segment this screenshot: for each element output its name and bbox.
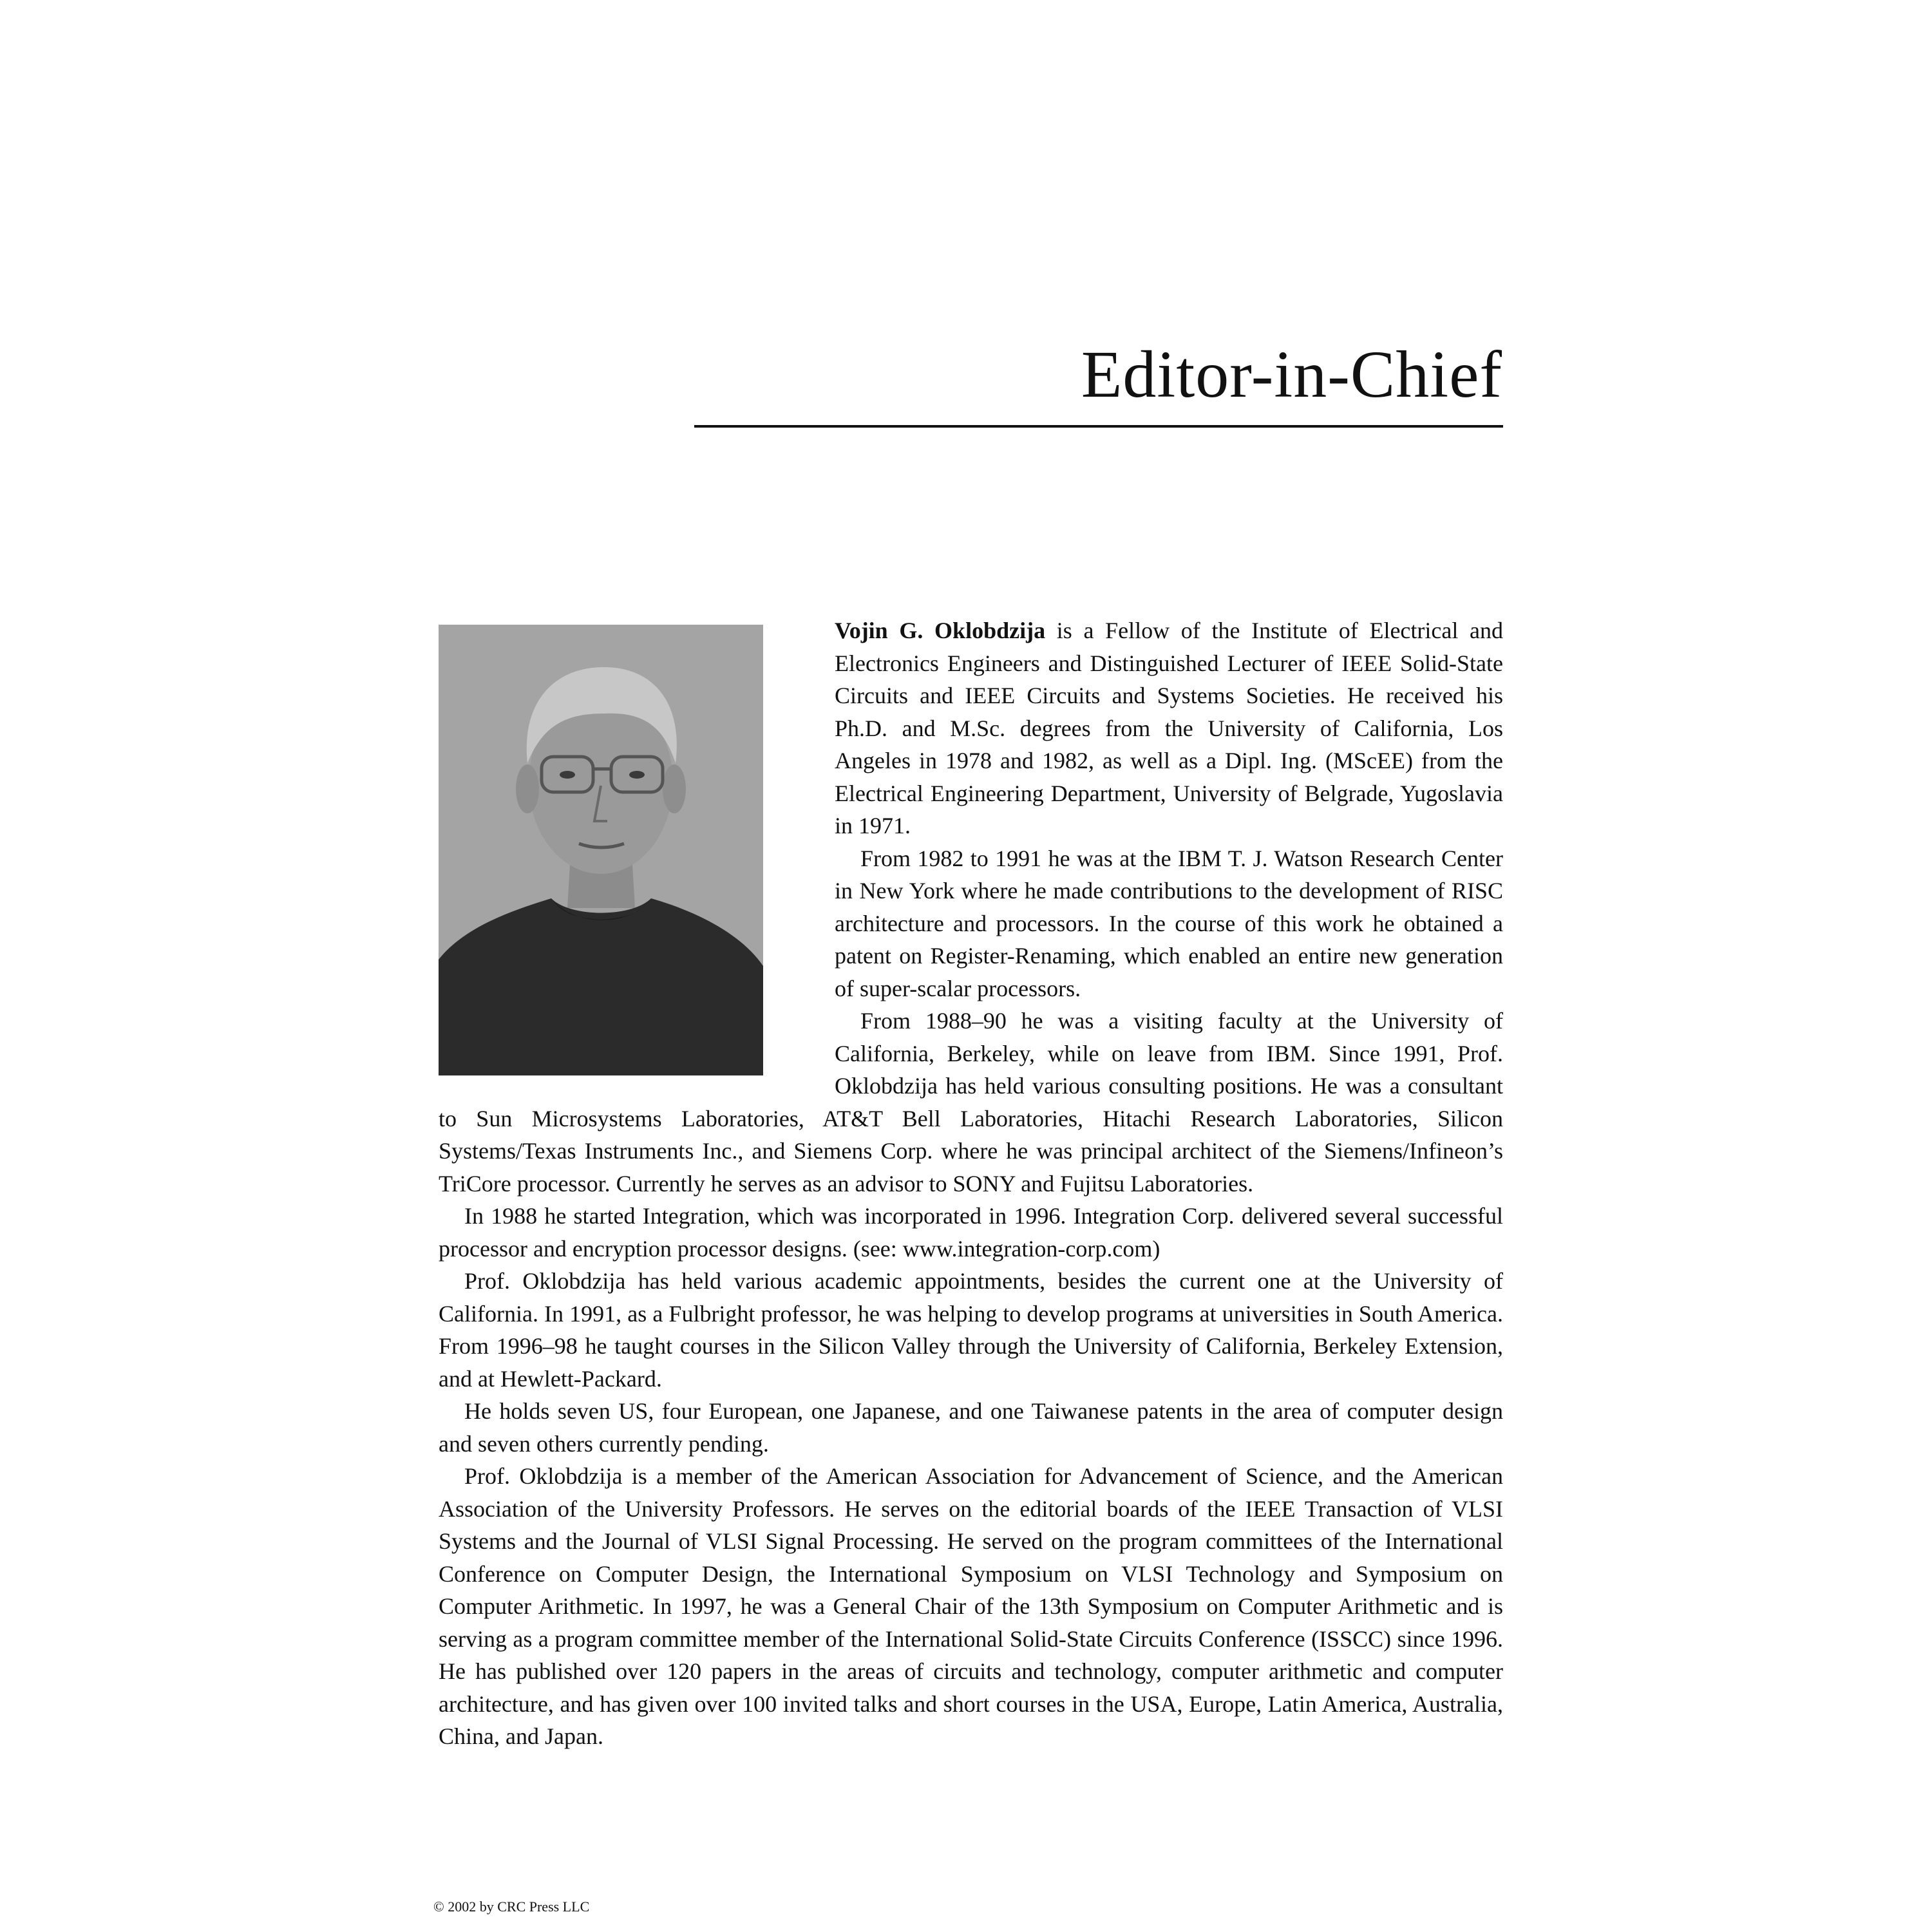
bio-paragraph-2: From 1982 to 1991 he was at the IBM T. J. Watson Research Center in New York where he made contributions to the development of RISC architecture and processors. In the course of this work he obtained a patent on Register-Renaming, which enabled an entire new generation of super-scalar processors. — [835, 845, 1503, 1001]
copyright-footer: © 2002 by CRC Press LLC — [433, 1899, 590, 1915]
bio-paragraph-5: Prof. Oklobdzija has held various academic appointments, besides the current one at the University of California. In 1991, as a Fulbright professor, he was helping to develop programs at universities in South America. From 1996–98 he taught courses in the Silicon Valley through the University of California, Berkeley Extension, and at Hewlett-Packard. — [439, 1268, 1503, 1392]
bio-paragraph-1-text: is a Fellow of the Institute of Electrical and Electronics Engineers and Distinguished Lecturer of IEEE Solid-State Circuits and IEEE Circuits and Systems Societies. He received his Ph.D. and M.Sc. degrees from the University of California, Los Angeles in 1978 and 1982, as well as a Dipl. Ing. (MScEE) from the Electrical Engineering Department, University of Belgrade, Yugoslavia in 1971. — [835, 618, 1504, 838]
biography — [439, 614, 1503, 1753]
photo-spacer — [439, 614, 835, 1101]
author-name: Vojin G. Oklobdzija — [835, 618, 1046, 643]
title-rule — [694, 425, 1503, 428]
bio-paragraph-7: Prof. Oklobdzija is a member of the American Association for Advancement of Science, and the American Association of the University Professors. He serves on the editorial boards of the IEEE Transaction of VLSI Systems and the Journal of VLSI Signal Processing. He served on the program committees of the International Conference on Computer Design, the International Symposium on VLSI Technology and Symposium on Computer Arithmetic. In 1997, he was a General Chair of the 13th Symposium on Computer Arithmetic and is serving as a program committee member of the International Solid-State Circuits Conference (ISSCC) since 1996. He has published over 120 papers in the areas of circuits and technology, computer arithmetic and computer architecture, and has given over 100 invited talks and short courses in the USA, Europe, Latin America, Australia, China, and Japan. — [439, 1463, 1503, 1749]
bio-paragraph-4: In 1988 he started Integration, which was incorporated in 1996. Integration Corp. delivered several successful processor and encryption processor designs. (see: www.integration-corp.com) — [439, 1203, 1503, 1262]
bio-paragraph-3: From 1988–90 he was a visiting faculty at the University of California, Berkeley, while on leave from IBM. Since 1991, Prof. Oklobdzija has held various consulting positions. He was a consultant to Sun Microsystems Laboratories, AT&T Bell Laboratories, Hitachi Research Laboratories, Silicon Systems/Texas Instruments Inc., and Siemens Corp. where he was principal architect of the Siemens/Infineon’s TriCore processor. Currently he serves as an advisor to SONY and Fujitsu Laboratories. — [439, 1008, 1503, 1197]
bio-paragraph-6: He holds seven US, four European, one Japanese, and one Taiwanese patents in the area of computer design and seven others currently pending. — [439, 1398, 1503, 1457]
page-title: Editor-in-Chief — [1081, 337, 1502, 412]
